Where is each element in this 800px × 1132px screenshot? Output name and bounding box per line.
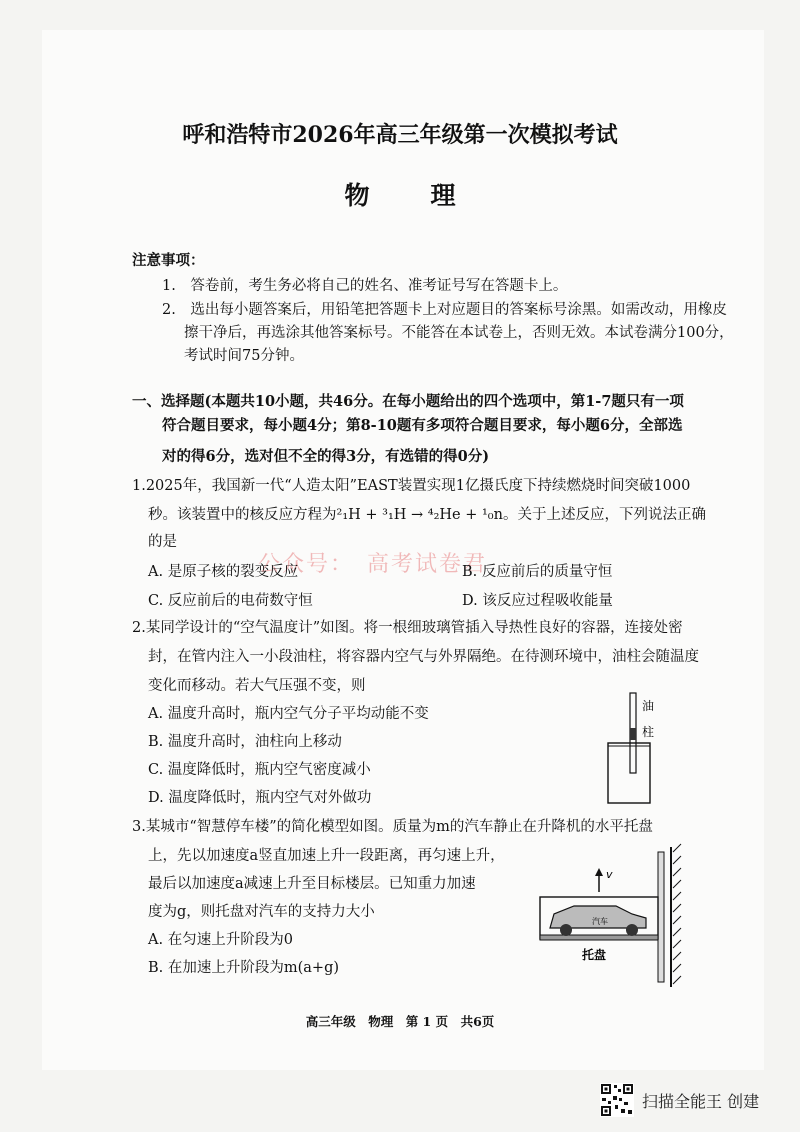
question-2-text: 封，在管内注入一小段油柱，将容器内空气与外界隔绝。在待测环境中，油柱会随温度: [148, 649, 699, 665]
option-d: D. 该反应过程吸收能量: [462, 593, 613, 609]
section-heading: 对的得6分，选对但不全的得3分，有选错的得0分): [162, 448, 490, 465]
question-1-text: 的是: [148, 534, 177, 550]
nuclear-equation: ²₁H + ³₁H → ⁴₂He + ¹₀n: [336, 507, 503, 523]
notice-heading: 注意事项：: [132, 252, 205, 269]
watermark: 公众号： 高考试卷君: [258, 552, 488, 577]
subject-title: 物 理: [344, 181, 474, 210]
tray-label: 托盘: [582, 948, 607, 962]
option-b: B. 温度升高时，油柱向上移动: [148, 734, 342, 750]
option-a: A. 在匀速上升阶段为0: [148, 932, 293, 948]
velocity-label: v: [606, 868, 613, 881]
question-3-text: 3.某城市“智慧停车楼”的简化模型如图。质量为m的汽车静止在升降机的水平托盘: [132, 819, 653, 835]
parking-lift-figure: [536, 842, 696, 992]
option-a: A. 温度升高时，瓶内空气分子平均动能不变: [148, 706, 429, 722]
question-2-text: 2.某同学设计的“空气温度计”如图。将一根细玻璃管插入导热性良好的容器，连接处密: [132, 620, 683, 636]
option-d: D. 温度降低时，瓶内空气对外做功: [148, 790, 372, 806]
oil-label-1: 油: [642, 699, 655, 713]
notice-item: 考试时间75分钟。: [184, 348, 304, 364]
section-heading: 一、选择题(本题共10小题，共46分。在每小题给出的四个选项中，第1-7题只有一项: [132, 393, 684, 410]
car-label: 汽车: [592, 917, 608, 926]
question-1-text: 秒。该装置中的核反应方程为²₁H + ³₁H → ⁴₂He + ¹₀n。关于上述反应，下列说法正确: [148, 507, 706, 523]
notice-item: 擦干净后，再选涂其他答案标号。不能答在本试卷上，否则无效。本试卷满分100分，: [184, 325, 734, 341]
air-thermometer-figure: [600, 688, 670, 808]
question-3-text: 上，先以加速度a竖直加速上升一段距离，再匀速上升，: [148, 848, 505, 864]
option-b: B. 反应前后的质量守恒: [462, 564, 613, 580]
option-a: A. 是原子核的裂变反应: [148, 564, 299, 580]
option-b: B. 在加速上升阶段为m(a+g): [148, 960, 340, 976]
notice-item: 2. 选出每小题答案后，用铅笔把答题卡上对应题目的答案标号涂黑。如需改动，用橡皮: [162, 302, 727, 318]
option-c: C. 反应前后的电荷数守恒: [148, 593, 313, 609]
question-3-text: 度为g，则托盘对汽车的支持力大小: [148, 904, 375, 920]
section-heading: 符合题目要求，每小题4分；第8-10题有多项符合题目要求，每小题6分，全部选: [162, 417, 683, 434]
exam-title: 呼和浩特市2026年高三年级第一次模拟考试: [182, 122, 618, 148]
option-c: C. 温度降低时，瓶内空气密度减小: [148, 762, 371, 778]
scanner-label: 扫描全能王 创建: [642, 1091, 760, 1111]
notice-item: 1. 答卷前，考生务必将自己的姓名、准考证号写在答题卡上。: [162, 278, 568, 294]
question-2-text: 变化而移动。若大气压强不变，则: [148, 678, 366, 694]
question-1-text: 1.2025年，我国新一代“人造太阳”EAST装置实现1亿摄氏度下持续燃烧时间突破1000: [132, 478, 691, 494]
question-3-text: 最后以加速度a减速上升至目标楼层。已知重力加速: [148, 876, 476, 892]
oil-label-2: 柱: [642, 725, 655, 739]
qr-code-icon: [600, 1083, 634, 1117]
page-footer: 高三年级 物理 第 1 页 共6页: [305, 1014, 495, 1029]
scanner-badge: [600, 1082, 759, 1118]
